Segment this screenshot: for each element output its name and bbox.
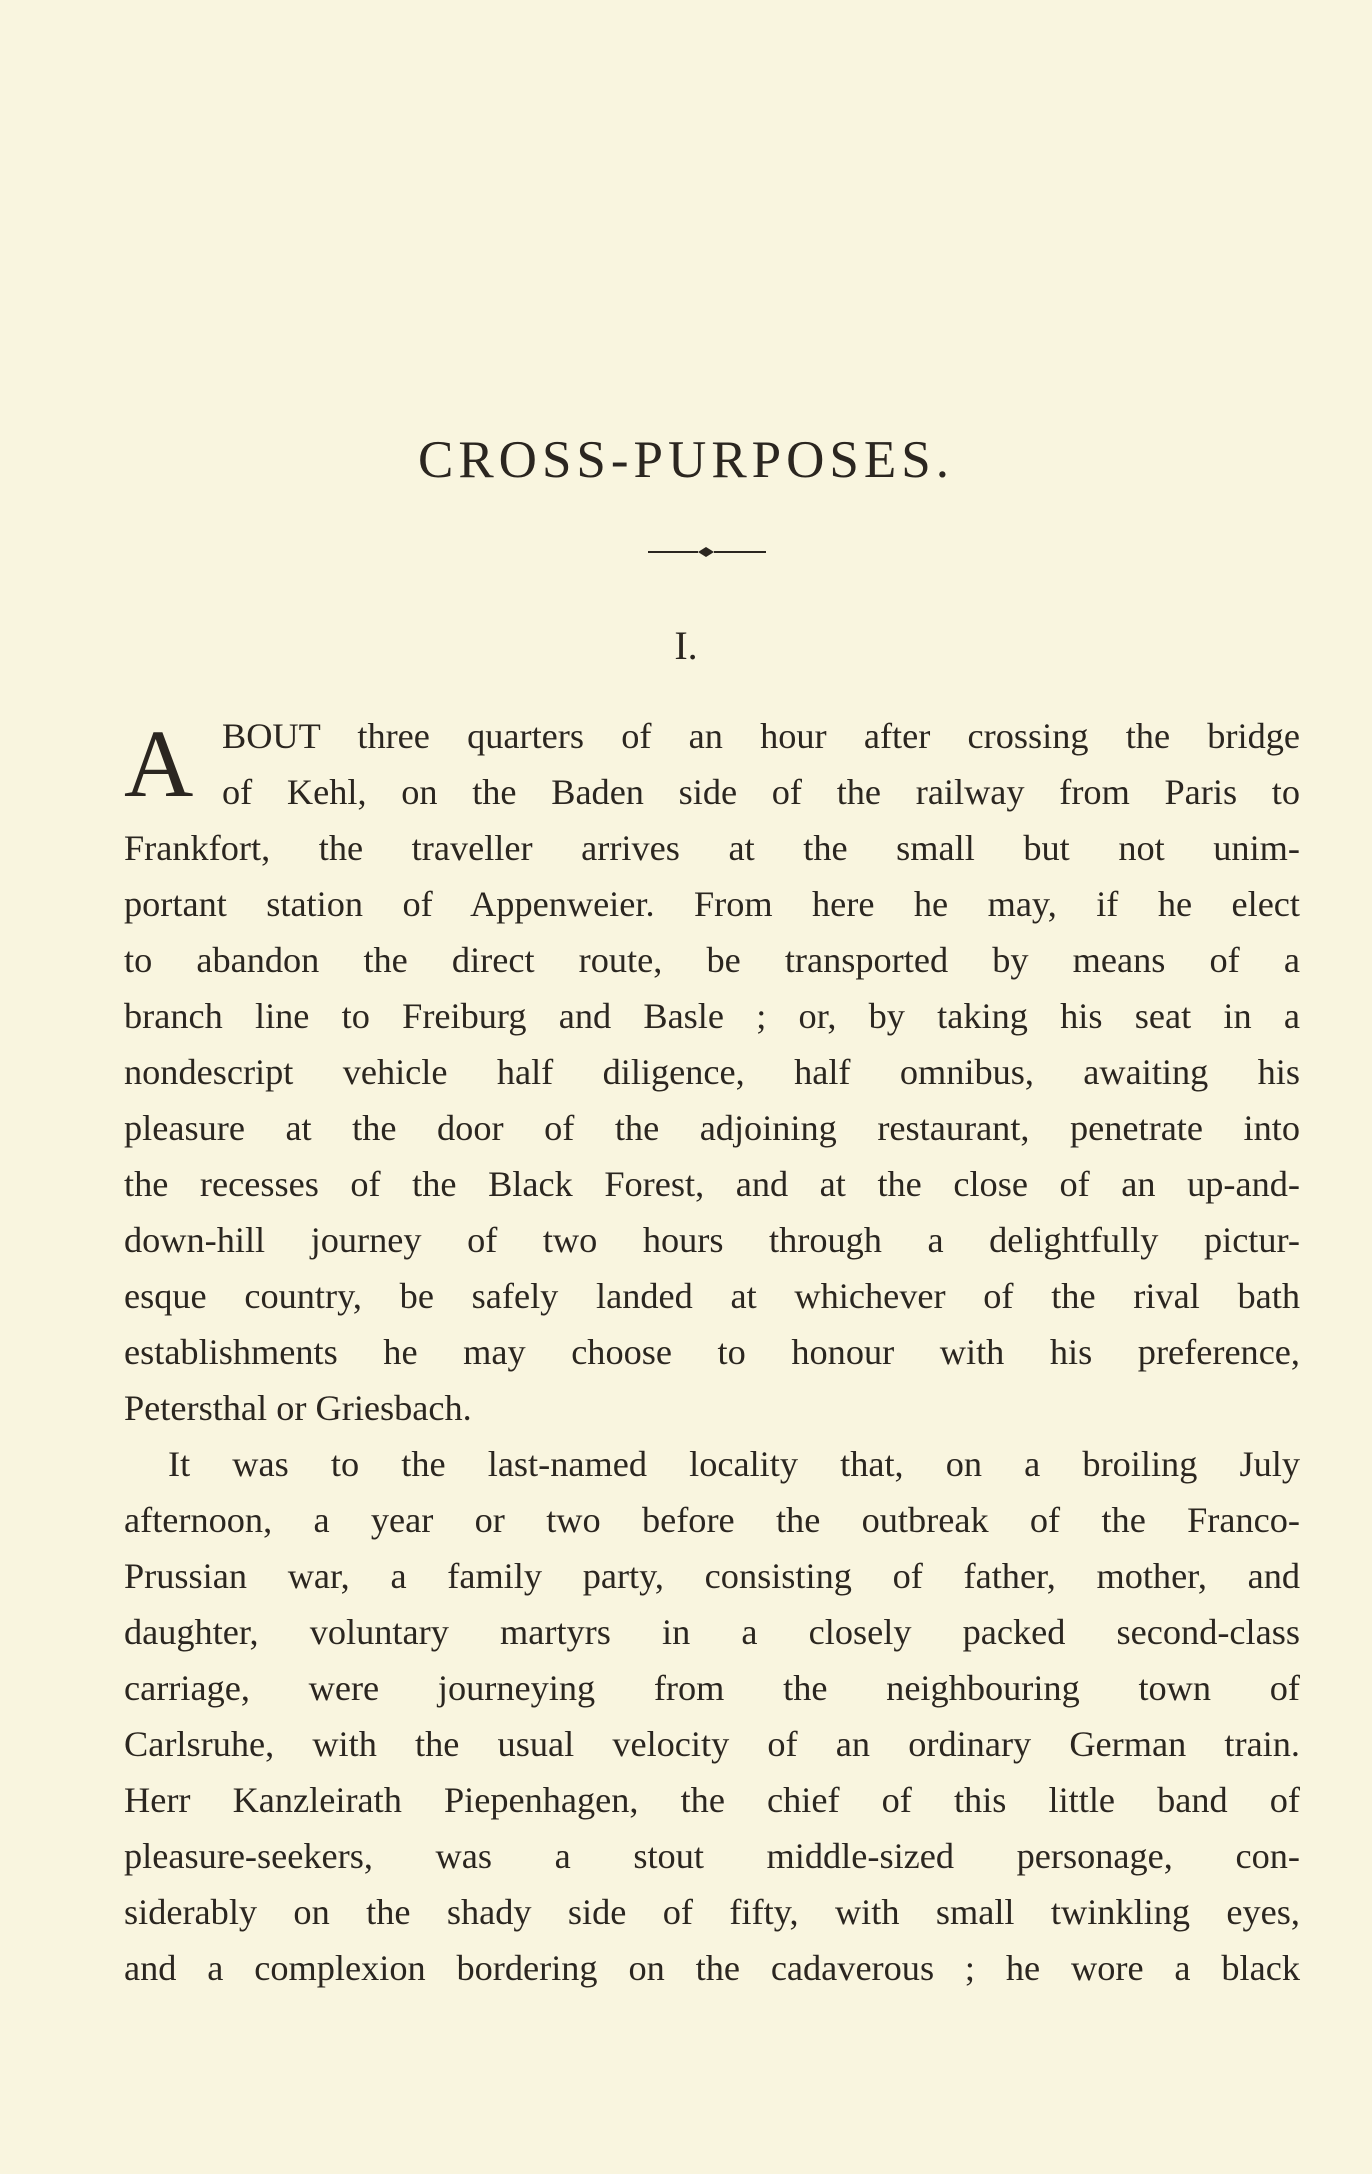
text-line: pleasure at the door of the adjoining restaurant, penetrate into bbox=[124, 1108, 1300, 1148]
text-line: afternoon, a year or two before the outbreak of the Franco- bbox=[124, 1500, 1300, 1540]
body-text bbox=[124, 708, 1300, 1996]
chapter-title: CROSS-PURPOSES. bbox=[417, 431, 954, 489]
text-line: the recesses of the Black Forest, and at the close of an up-and- bbox=[124, 1164, 1300, 1204]
text-line: nondescript vehicle half diligence, half omnibus, awaiting his bbox=[124, 1052, 1300, 1092]
text-line: of Kehl, on the Baden side of the railway from Paris to bbox=[222, 772, 1300, 812]
section-number: I. bbox=[674, 623, 698, 668]
text-line: and a complexion bordering on the cadaverous ; he wore a black bbox=[124, 1948, 1300, 1988]
ornament-divider bbox=[648, 540, 766, 564]
text-line: portant station of Appenweier. From here he may, if he elect bbox=[124, 884, 1300, 924]
text-line: BOUT three quarters of an hour after crossing the bridge bbox=[222, 716, 1300, 756]
text-line: Carlsruhe, with the usual velocity of an ordinary German train. bbox=[124, 1724, 1300, 1764]
text-line: carriage, were journeying from the neighbouring town of bbox=[124, 1668, 1300, 1708]
text-line: Herr Kanzleirath Piepenhagen, the chief of this little band of bbox=[124, 1780, 1300, 1820]
text-line: Prussian war, a family party, consisting of father, mother, and bbox=[124, 1556, 1300, 1596]
text-line: siderably on the shady side of fifty, with small twinkling eyes, bbox=[124, 1892, 1300, 1932]
drop-cap: A bbox=[124, 710, 194, 817]
text-line: establishments he may choose to honour with his preference, bbox=[124, 1332, 1300, 1372]
text-line: to abandon the direct route, be transported by means of a bbox=[124, 940, 1300, 980]
text-line: Petersthal or Griesbach. bbox=[124, 1388, 472, 1428]
text-line: branch line to Freiburg and Basle ; or, by taking his seat in a bbox=[124, 996, 1300, 1036]
text-line: down-hill journey of two hours through a delightfully pictur- bbox=[124, 1220, 1300, 1260]
text-line: It was to the last-named locality that, on a broiling July bbox=[168, 1444, 1300, 1484]
text-line: daughter, voluntary martyrs in a closely packed second-class bbox=[124, 1612, 1300, 1652]
text-line: pleasure-seekers, was a stout middle-sized personage, con- bbox=[124, 1836, 1300, 1876]
text-line: Frankfort, the traveller arrives at the small but not unim- bbox=[124, 828, 1300, 868]
text-line: esque country, be safely landed at whichever of the rival bath bbox=[124, 1276, 1300, 1316]
